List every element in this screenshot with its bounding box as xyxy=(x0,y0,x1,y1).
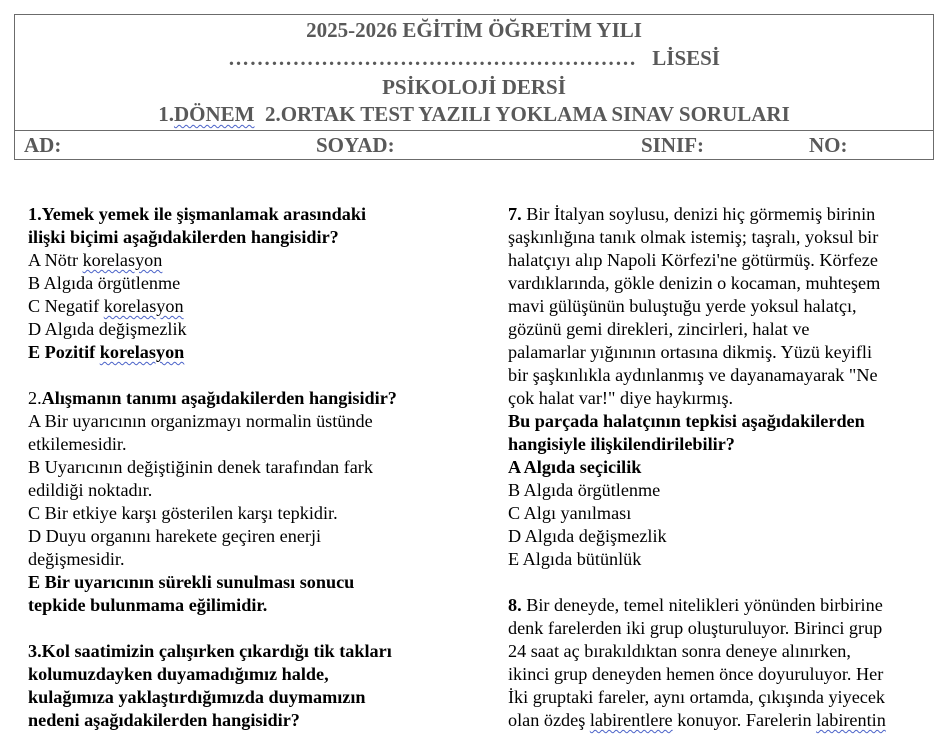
passage-term: labirentlere xyxy=(589,710,673,730)
left-column xyxy=(28,203,478,732)
question-2-option-b-line2: edildiği noktadır. xyxy=(28,480,153,500)
school-name-blank: ………………………………………………… xyxy=(228,46,637,70)
question-7-passage-line1 xyxy=(508,203,933,226)
option-a-prefix: A Nötr xyxy=(28,250,83,270)
exam-title-rest: 2.ORTAK TEST YAZILI YOKLAMA SINAV SORULARI xyxy=(254,102,790,126)
exam-title xyxy=(15,102,933,126)
question-7-option-d: D Algıda değişmezlik xyxy=(508,526,667,546)
academic-year-title: 2025-2026 EĞİTİM ÖĞRETİM YILI xyxy=(306,18,642,42)
question-8-passage-line6 xyxy=(508,709,933,732)
question-2-option-a-line2: etkilemesidir. xyxy=(28,434,127,454)
question-2-option-e-line1: E Bir uyarıcının sürekli sunulması sonucu xyxy=(28,572,355,592)
course-title: PSİKOLOJİ DERSİ xyxy=(382,75,566,99)
school-label: LİSESİ xyxy=(652,46,720,70)
question-3-stem-line4: nedeni aşağıdakilerden hangisidir? xyxy=(28,710,300,730)
question-8-passage-line4: ikinci grup deneyden hemen önce doyuruluyor. Her xyxy=(508,664,884,684)
student-info-row xyxy=(15,130,933,160)
question-2-number: 2. xyxy=(28,388,42,408)
passage-term: labirentin xyxy=(816,710,886,730)
question-2-option-d-line1: D Duyu organını harekete geçiren enerji xyxy=(28,526,322,546)
question-7-passage-line9: çok halat var!" diye haykırmış. xyxy=(508,388,734,408)
option-a-term: korelasyon xyxy=(82,250,163,270)
question-7-passage-line7: palamarlar yığınının ortasına dikmiş. Yüzü keyifli xyxy=(508,342,872,362)
question-2-stem xyxy=(28,387,478,410)
question-7-stem-line2: hangisiyle ilişkilendirilebilir? xyxy=(508,434,735,454)
question-3 xyxy=(28,640,478,732)
question-8-passage-line2: denk farelerden iki grup oluşturuluyor. Birinci grup xyxy=(508,618,883,638)
school-name-line xyxy=(15,46,933,70)
question-7-option-c: C Algı yanılması xyxy=(508,503,632,523)
question-2 xyxy=(28,387,478,617)
class-field-label: SINIF: xyxy=(641,133,705,157)
question-2-text: Alışmanın tanımı aşağıdakilerden hangisidir? xyxy=(41,388,397,408)
exam-title-term: DÖNEM xyxy=(173,102,255,126)
question-2-option-c: C Bir etkiye karşı gösterilen karşı tepkidir. xyxy=(28,503,338,523)
question-1-option-a xyxy=(28,249,478,272)
question-7-passage-line4: vardıklarında, gökle denizin o kocaman, muhteşem xyxy=(508,273,881,293)
question-2-option-d-line2: değişmesidir. xyxy=(28,549,125,569)
question-1-option-b: B Algıda örgütlenme xyxy=(28,273,181,293)
question-7-passage-line8: bir şaşkınlıkla aydınlanmış ve dayanamayarak "Ne xyxy=(508,365,878,385)
option-e-term: korelasyon xyxy=(99,342,185,362)
question-7-option-b: B Algıda örgütlenme xyxy=(508,480,661,500)
question-1-option-c xyxy=(28,295,478,318)
surname-field-label: SOYAD: xyxy=(316,133,395,157)
passage-text: konuyor. Farelerin xyxy=(672,710,817,730)
option-c-prefix: C Negatif xyxy=(28,296,104,316)
question-7 xyxy=(508,203,933,571)
question-2-option-b-line1: B Uyarıcının değiştiğinin denek tarafından fark xyxy=(28,457,373,477)
question-1-option-e xyxy=(28,341,478,364)
question-8 xyxy=(508,594,933,732)
question-8-passage-line3: 24 saat aç bırakıldıktan sonra deneye alınırken, xyxy=(508,641,851,661)
passage-text: olan özdeş xyxy=(508,710,590,730)
right-column xyxy=(508,203,933,732)
question-8-passage-line5: İki gruptaki fareler, aynı ortamda, çıkışında yiyecek xyxy=(508,687,886,707)
question-1-stem-line1: 1.Yemek yemek ile şişmanlamak arasındaki xyxy=(28,204,366,224)
option-e-prefix: E Pozitif xyxy=(28,342,100,362)
name-field-label: AD: xyxy=(24,133,62,157)
question-1 xyxy=(28,203,478,364)
question-7-option-a: A Algıda seçicilik xyxy=(508,457,642,477)
question-2-option-a-line1: A Bir uyarıcının organizmayı normalin üstünde xyxy=(28,411,373,431)
number-field-label: NO: xyxy=(809,133,848,157)
exam-title-prefix: 1. xyxy=(158,102,174,126)
question-7-passage-start: Bir İtalyan soylusu, denizi hiç görmemiş birinin xyxy=(521,204,876,224)
question-1-stem-line2: ilişki biçimi aşağıdakilerden hangisidir? xyxy=(28,227,339,247)
question-7-passage-line3: halatçıyı alıp Napoli Körfezi'ne götürmüş. Körfeze xyxy=(508,250,878,270)
question-1-option-d: D Algıda değişmezlik xyxy=(28,319,187,339)
question-2-option-e-line2: tepkide bulunmama eğilimidir. xyxy=(28,595,268,615)
question-7-number: 7. xyxy=(508,204,522,224)
question-7-passage-line5: mavi gülüşünün buluştuğu yerde yoksul halatçı, xyxy=(508,296,857,316)
question-7-passage-line2: şaşkınlığına tanık olmak istemiş; taşralı, yoksul bir xyxy=(508,227,879,247)
question-3-stem-line1: 3.Kol saatimizin çalışırken çıkardığı tik takları xyxy=(28,641,392,661)
option-c-term: korelasyon xyxy=(103,296,184,316)
question-3-stem-line2: kolumuzdayken duyamadığımız halde, xyxy=(28,664,329,684)
question-8-number: 8. xyxy=(508,595,522,615)
question-7-stem-line1: Bu parçada halatçının tepkisi aşağıdakilerden xyxy=(508,411,865,431)
question-8-passage-line1 xyxy=(508,594,933,617)
question-7-passage-line6: gözünü gemi direkleri, zincirleri, halat ve xyxy=(508,319,810,339)
question-8-passage-start: Bir deneyde, temel nitelikleri yönünden birbirine xyxy=(521,595,883,615)
question-3-stem-line3: kulağımıza yaklaştırdığımızda duymamızın xyxy=(28,687,366,707)
exam-header xyxy=(14,14,934,160)
question-7-option-e: E Algıda bütünlük xyxy=(508,549,642,569)
